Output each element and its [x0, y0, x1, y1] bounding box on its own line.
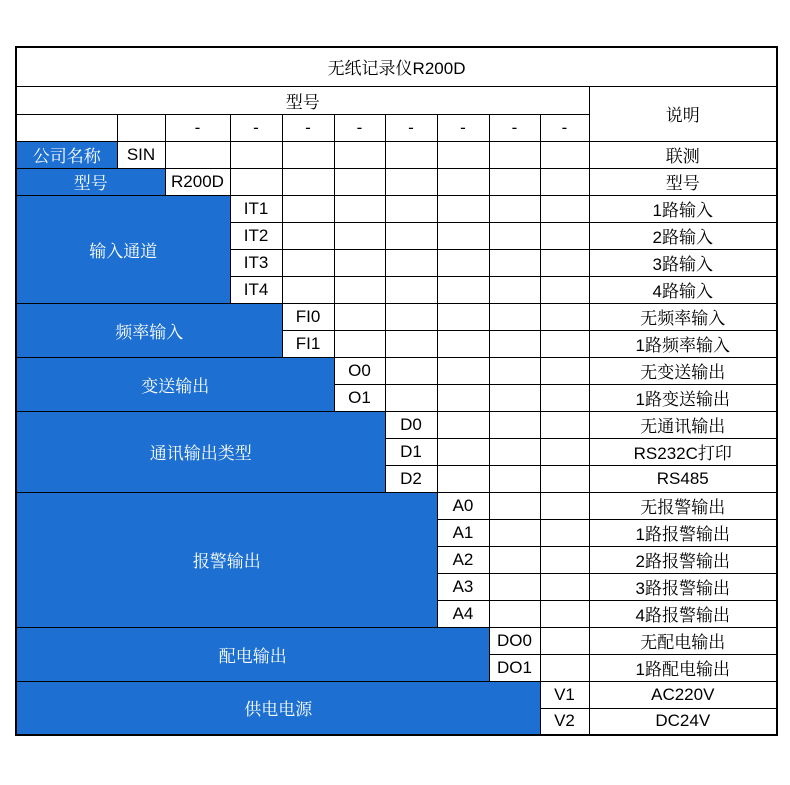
empty-cell [385, 384, 437, 411]
table-title: 无纸记录仪R200D [16, 47, 777, 86]
empty-cell [489, 492, 540, 519]
description-header: 说明 [589, 86, 777, 141]
model-group-header: 型号 [16, 86, 589, 114]
option-description: 1路报警输出 [589, 519, 777, 546]
option-description: 无配电输出 [589, 627, 777, 654]
empty-cell [540, 357, 589, 384]
dash-separator-cell: - [385, 114, 437, 141]
empty-cell [282, 141, 334, 168]
category-label-model: 型号 [16, 168, 165, 195]
option-code: FI1 [282, 330, 334, 357]
empty-cell [437, 411, 489, 438]
empty-cell [540, 573, 589, 600]
option-description: 无报警输出 [589, 492, 777, 519]
option-code: R200D [165, 168, 230, 195]
option-code: O0 [334, 357, 385, 384]
empty-cell [540, 600, 589, 627]
dash-separator-cell: - [165, 114, 230, 141]
empty-cell [540, 249, 589, 276]
category-label-comm-output-type: 通讯输出类型 [16, 411, 385, 492]
empty-cell [489, 600, 540, 627]
empty-cell [489, 411, 540, 438]
category-label-alarm-output: 报警输出 [16, 492, 437, 627]
empty-cell [437, 303, 489, 330]
empty-cell [489, 519, 540, 546]
empty-cell [334, 303, 385, 330]
empty-cell [117, 114, 165, 141]
empty-cell [489, 438, 540, 465]
empty-cell [437, 384, 489, 411]
empty-cell [334, 168, 385, 195]
empty-cell [334, 276, 385, 303]
empty-cell [489, 249, 540, 276]
option-code: IT4 [230, 276, 282, 303]
empty-cell [489, 465, 540, 492]
empty-cell [385, 141, 437, 168]
category-label-company-name: 公司名称 [16, 141, 117, 168]
empty-cell [230, 168, 282, 195]
empty-cell [489, 276, 540, 303]
empty-cell [540, 141, 589, 168]
option-description: 1路变送输出 [589, 384, 777, 411]
empty-cell [540, 330, 589, 357]
empty-cell [540, 384, 589, 411]
empty-cell [540, 492, 589, 519]
empty-cell [437, 222, 489, 249]
dash-separator-cell: - [230, 114, 282, 141]
option-code: A4 [437, 600, 489, 627]
option-description: 无频率输入 [589, 303, 777, 330]
option-description: 1路配电输出 [589, 654, 777, 681]
category-label-input-channels: 输入通道 [16, 195, 230, 303]
empty-cell [540, 519, 589, 546]
empty-cell [385, 276, 437, 303]
empty-cell [540, 222, 589, 249]
empty-cell [282, 249, 334, 276]
option-description: RS485 [589, 465, 777, 492]
option-code: V2 [540, 708, 589, 735]
option-code: FI0 [282, 303, 334, 330]
option-code: DO0 [489, 627, 540, 654]
option-description: 3路输入 [589, 249, 777, 276]
empty-cell [540, 627, 589, 654]
category-label-power-supply: 供电电源 [16, 681, 540, 735]
empty-cell [489, 141, 540, 168]
category-label-transmit-output: 变送输出 [16, 357, 334, 411]
empty-cell [540, 465, 589, 492]
option-description: 型号 [589, 168, 777, 195]
empty-cell [489, 168, 540, 195]
empty-cell [437, 249, 489, 276]
empty-cell [489, 573, 540, 600]
empty-cell [489, 546, 540, 573]
empty-cell [437, 195, 489, 222]
empty-cell [230, 141, 282, 168]
option-description: 4路报警输出 [589, 600, 777, 627]
empty-cell [165, 141, 230, 168]
empty-cell [334, 222, 385, 249]
dash-separator-cell: - [437, 114, 489, 141]
empty-cell [437, 168, 489, 195]
empty-cell [540, 195, 589, 222]
empty-cell [540, 303, 589, 330]
option-code: O1 [334, 384, 385, 411]
option-description: 2路输入 [589, 222, 777, 249]
empty-cell [437, 276, 489, 303]
empty-cell [282, 195, 334, 222]
option-code: A0 [437, 492, 489, 519]
option-code: D1 [385, 438, 437, 465]
option-description: RS232C打印 [589, 438, 777, 465]
empty-cell [540, 411, 589, 438]
option-code: SIN [117, 141, 165, 168]
option-code: D0 [385, 411, 437, 438]
option-description: DC24V [589, 708, 777, 735]
option-description: 4路输入 [589, 276, 777, 303]
empty-cell [437, 141, 489, 168]
empty-cell [385, 222, 437, 249]
option-description: 1路输入 [589, 195, 777, 222]
empty-cell [489, 303, 540, 330]
empty-cell [385, 330, 437, 357]
option-description: 1路频率输入 [589, 330, 777, 357]
empty-cell [385, 303, 437, 330]
option-description: 3路报警输出 [589, 573, 777, 600]
option-code: IT3 [230, 249, 282, 276]
empty-cell [489, 330, 540, 357]
empty-cell [540, 654, 589, 681]
empty-cell [385, 357, 437, 384]
empty-cell [540, 168, 589, 195]
empty-cell [489, 357, 540, 384]
empty-cell [437, 438, 489, 465]
option-description: AC220V [589, 681, 777, 708]
empty-cell [282, 222, 334, 249]
empty-cell [489, 222, 540, 249]
empty-cell [334, 195, 385, 222]
empty-cell [385, 249, 437, 276]
option-code: IT2 [230, 222, 282, 249]
option-description: 联测 [589, 141, 777, 168]
dash-separator-cell: - [489, 114, 540, 141]
empty-cell [437, 330, 489, 357]
empty-cell [489, 195, 540, 222]
option-code: DO1 [489, 654, 540, 681]
dash-separator-cell: - [334, 114, 385, 141]
option-code: A3 [437, 573, 489, 600]
empty-cell [437, 357, 489, 384]
empty-cell [489, 384, 540, 411]
empty-cell [334, 330, 385, 357]
empty-cell [16, 114, 117, 141]
empty-cell [334, 141, 385, 168]
option-code: D2 [385, 465, 437, 492]
option-description: 无变送输出 [589, 357, 777, 384]
option-code: V1 [540, 681, 589, 708]
category-label-frequency-input: 频率输入 [16, 303, 282, 357]
empty-cell [334, 249, 385, 276]
option-code: A2 [437, 546, 489, 573]
empty-cell [540, 546, 589, 573]
empty-cell [282, 168, 334, 195]
option-code: A1 [437, 519, 489, 546]
empty-cell [540, 276, 589, 303]
empty-cell [385, 168, 437, 195]
dash-separator-cell: - [540, 114, 589, 141]
model-selection-table [15, 46, 778, 736]
empty-cell [437, 465, 489, 492]
dash-separator-cell: - [282, 114, 334, 141]
category-label-power-distribution-output: 配电输出 [16, 627, 489, 681]
empty-cell [282, 276, 334, 303]
option-description: 2路报警输出 [589, 546, 777, 573]
empty-cell [385, 195, 437, 222]
empty-cell [540, 438, 589, 465]
option-description: 无通讯输出 [589, 411, 777, 438]
option-code: IT1 [230, 195, 282, 222]
